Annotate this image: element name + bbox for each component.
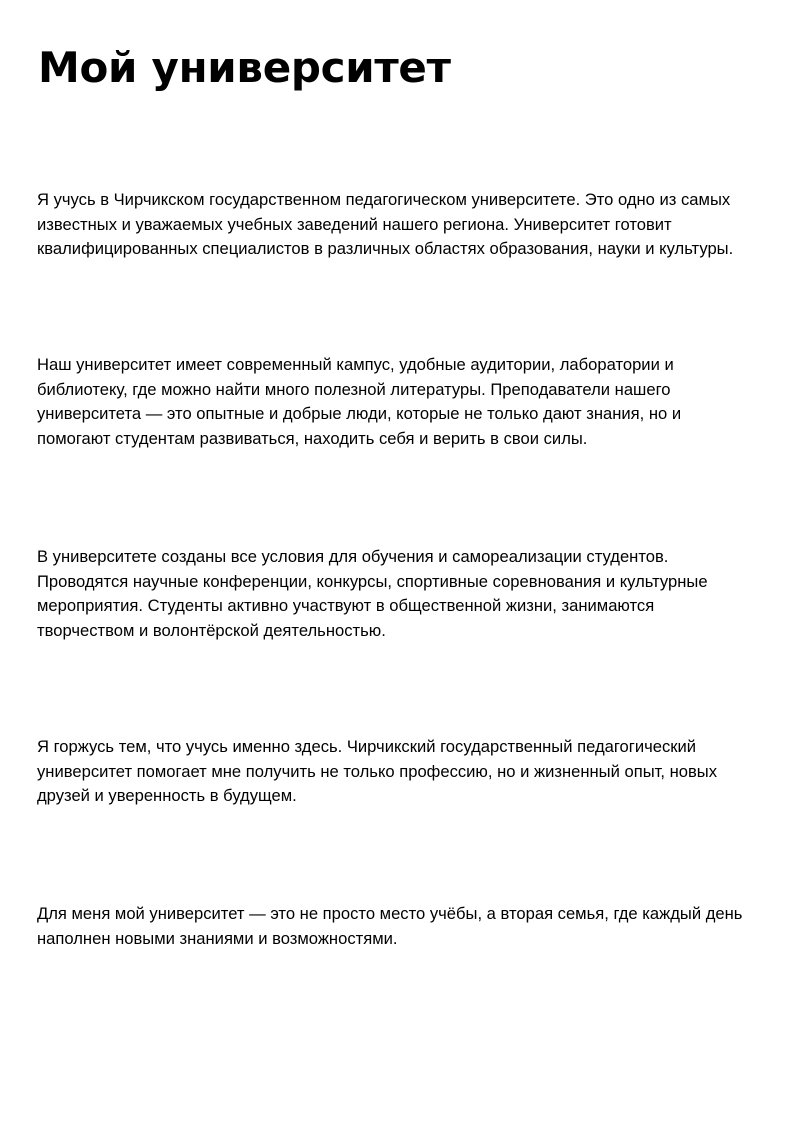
document-title: Мой университет bbox=[38, 43, 451, 92]
paragraph-line: помогают студентам развиваться, находить себя и верить в свои силы. bbox=[37, 428, 588, 448]
paragraph-line: Проводятся научные конференции, конкурсы, спортивные соревнования и культурные bbox=[37, 571, 708, 591]
paragraph-line: Наш университет имеет современный кампус, удобные аудитории, лаборатории и bbox=[37, 355, 674, 374]
paragraph-line: наполнен новыми знаниями и возможностями. bbox=[37, 928, 398, 948]
paragraph-line: Я учусь в Чирчикском государственном педагогическом университете. Это одно из самых bbox=[37, 190, 731, 209]
paragraph-1 bbox=[37, 188, 767, 262]
paragraph-4 bbox=[37, 735, 767, 809]
paragraph-line: университет помогает мне получить не только профессию, но и жизненный опыт, новых bbox=[37, 761, 718, 781]
paragraph-2 bbox=[37, 353, 767, 451]
paragraph-line: библиотеку, где можно найти много полезной литературы. Преподаватели нашего bbox=[37, 379, 671, 399]
paragraph-3 bbox=[37, 545, 767, 643]
paragraph-line: Для меня мой университет — это не просто место учёбы, а вторая семья, где каждый день bbox=[37, 904, 743, 923]
paragraph-line: университета — это опытные и добрые люди, которые не только дают знания, но и bbox=[37, 404, 682, 423]
paragraph-line: творчеством и волонтёрской деятельностью. bbox=[37, 620, 386, 640]
paragraph-line: Я горжусь тем, что учусь именно здесь. Чирчикский государственный педагогический bbox=[37, 737, 697, 756]
paragraph-line: мероприятия. Студенты активно участвуют в общественной жизни, занимаются bbox=[37, 596, 655, 615]
paragraph-line: В университете созданы все условия для обучения и самореализации студентов. bbox=[37, 547, 669, 566]
paragraph-line: известных и уважаемых учебных заведений нашего региона. Университет готовит bbox=[37, 214, 672, 234]
paragraph-5 bbox=[37, 902, 767, 951]
paragraph-line: друзей и уверенность в будущем. bbox=[37, 786, 297, 805]
paragraph-line: квалифицированных специалистов в различных областях образования, науки и культуры. bbox=[37, 239, 734, 258]
